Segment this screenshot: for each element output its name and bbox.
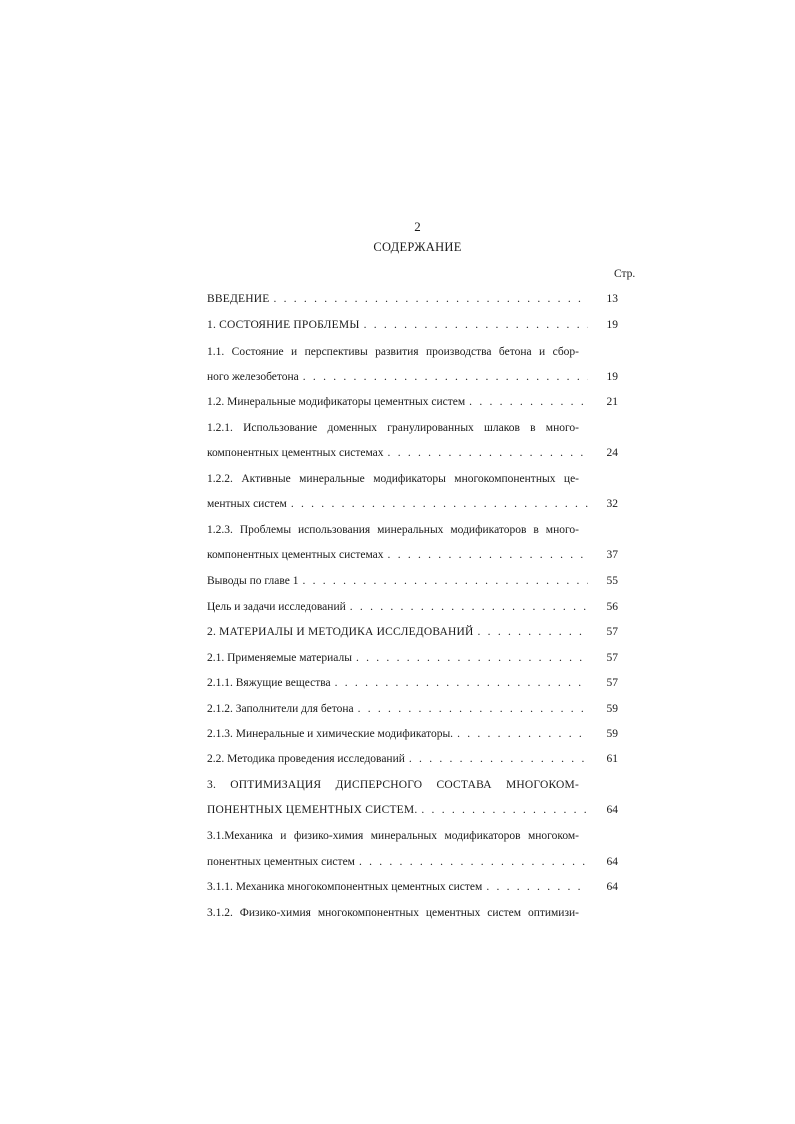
toc-entry-text: Цель и задачи исследований — [207, 601, 346, 613]
toc-entry[interactable] — [207, 444, 618, 462]
leader-dots — [364, 316, 588, 334]
toc-entry[interactable] — [207, 546, 618, 564]
page-number: 2 — [414, 219, 421, 234]
toc-entry-page: 56 — [606, 601, 618, 613]
toc-entry-text: ПОНЕНТНЫХ ЦЕМЕНТНЫХ СИСТЕМ. — [207, 804, 418, 816]
toc-entry-text: 2.1.2. Заполнители для бетона — [207, 703, 354, 715]
toc-entry[interactable] — [207, 368, 618, 386]
toc-entry-text: 2. МАТЕРИАЛЫ И МЕТОДИКА ИССЛЕДОВАНИЙ — [207, 626, 474, 638]
toc-entry-line[interactable]: 3.1.Механика и физико-химия минеральных модификаторов многоком- — [207, 830, 579, 842]
toc-entry-text: 1. СОСТОЯНИЕ ПРОБЛЕМЫ — [207, 319, 360, 331]
leader-dots — [335, 674, 588, 692]
toc-entry-page: 19 — [606, 371, 618, 383]
toc-entry-page: 57 — [606, 626, 618, 638]
toc-entry-line[interactable]: 1.1. Состояние и перспективы развития производства бетона и сбор- — [207, 346, 579, 358]
toc-entry-text: понентных цементных систем — [207, 856, 355, 868]
toc-entry-line[interactable]: 1.2.2. Активные минеральные модификаторы многокомпонентных це- — [207, 473, 579, 485]
toc-entry[interactable] — [207, 750, 618, 768]
toc-entry[interactable] — [207, 572, 618, 590]
toc-entry-page: 64 — [606, 856, 618, 868]
toc-entry-line[interactable]: 1.2.1. Использование доменных гранулированных шлаков в много- — [207, 422, 579, 434]
leader-dots — [359, 853, 588, 871]
toc-entry-text: 2.1.3. Минеральные и химические модификаторы. — [207, 728, 454, 740]
toc-entry-page: 57 — [606, 677, 618, 689]
toc-entry[interactable] — [207, 598, 618, 616]
toc-entry-page: 19 — [606, 319, 618, 331]
leader-dots — [273, 290, 588, 308]
toc-entry-text: 2.2. Методика проведения исследований — [207, 753, 405, 765]
toc-entry-line[interactable]: 3.1.2. Физико-химия многокомпонентных цементных систем оптимизи- — [207, 907, 579, 919]
toc-entry-page: 32 — [606, 498, 618, 510]
toc-entry-page: 37 — [606, 549, 618, 561]
toc-entry-text: 3.1.1. Механика многокомпонентных цементных систем — [207, 881, 483, 893]
toc-entry[interactable] — [207, 393, 618, 411]
toc-entry-text: компонентных цементных системах — [207, 447, 384, 459]
toc-entry[interactable] — [207, 316, 618, 334]
toc-entry[interactable] — [207, 725, 618, 743]
toc-entry-page: 24 — [606, 447, 618, 459]
toc-entry[interactable] — [207, 290, 618, 308]
leader-dots — [358, 700, 588, 718]
toc-entry-text: 1.2. Минеральные модификаторы цементных систем — [207, 396, 466, 408]
toc-entry[interactable] — [207, 495, 618, 513]
toc-entry[interactable] — [207, 801, 618, 819]
toc-entry-page: 13 — [606, 293, 618, 305]
leader-dots — [457, 725, 588, 743]
leader-dots — [486, 878, 588, 896]
toc-entry[interactable] — [207, 878, 618, 896]
toc-entry-text: ного железобетона — [207, 371, 299, 383]
toc-entry[interactable] — [207, 623, 618, 641]
leader-dots — [303, 368, 588, 386]
toc-entry[interactable] — [207, 853, 618, 871]
toc-entry-page: 21 — [606, 396, 618, 408]
toc-entry-page: 59 — [606, 728, 618, 740]
leader-dots — [356, 649, 588, 667]
toc-entry[interactable] — [207, 700, 618, 718]
toc-entry-text: ментных систем — [207, 498, 287, 510]
page-title: СОДЕРЖАНИЕ — [373, 240, 462, 254]
toc-entry[interactable] — [207, 649, 618, 667]
toc-entry-page: 55 — [606, 575, 618, 587]
page-column-header: Стр. — [614, 268, 636, 280]
leader-dots — [291, 495, 588, 513]
toc-entry-page: 64 — [606, 881, 618, 893]
leader-dots — [478, 623, 588, 641]
leader-dots — [388, 546, 588, 564]
toc-entry-line[interactable]: 3. ОПТИМИЗАЦИЯ ДИСПЕРСНОГО СОСТАВА МНОГОКОМ- — [207, 779, 579, 791]
toc-entry-text: ВВЕДЕНИЕ — [207, 293, 270, 305]
toc-entry-text: Выводы по главе 1 — [207, 575, 299, 587]
toc-entry-page: 61 — [606, 753, 618, 765]
toc-entry-line[interactable]: 1.2.3. Проблемы использования минеральных модификаторов в много- — [207, 524, 579, 536]
leader-dots — [421, 801, 588, 819]
toc-entry-page: 59 — [606, 703, 618, 715]
leader-dots — [469, 393, 588, 411]
leader-dots — [388, 444, 588, 462]
leader-dots — [350, 598, 588, 616]
leader-dots — [302, 572, 588, 590]
toc-entry[interactable] — [207, 674, 618, 692]
toc-entry-text: 2.1. Применяемые материалы — [207, 652, 352, 664]
toc-entry-text: компонентных цементных системах — [207, 549, 384, 561]
toc-entry-page: 57 — [606, 652, 618, 664]
toc-entry-text: 2.1.1. Вяжущие вещества — [207, 677, 331, 689]
leader-dots — [409, 750, 588, 768]
toc-entry-page: 64 — [606, 804, 618, 816]
